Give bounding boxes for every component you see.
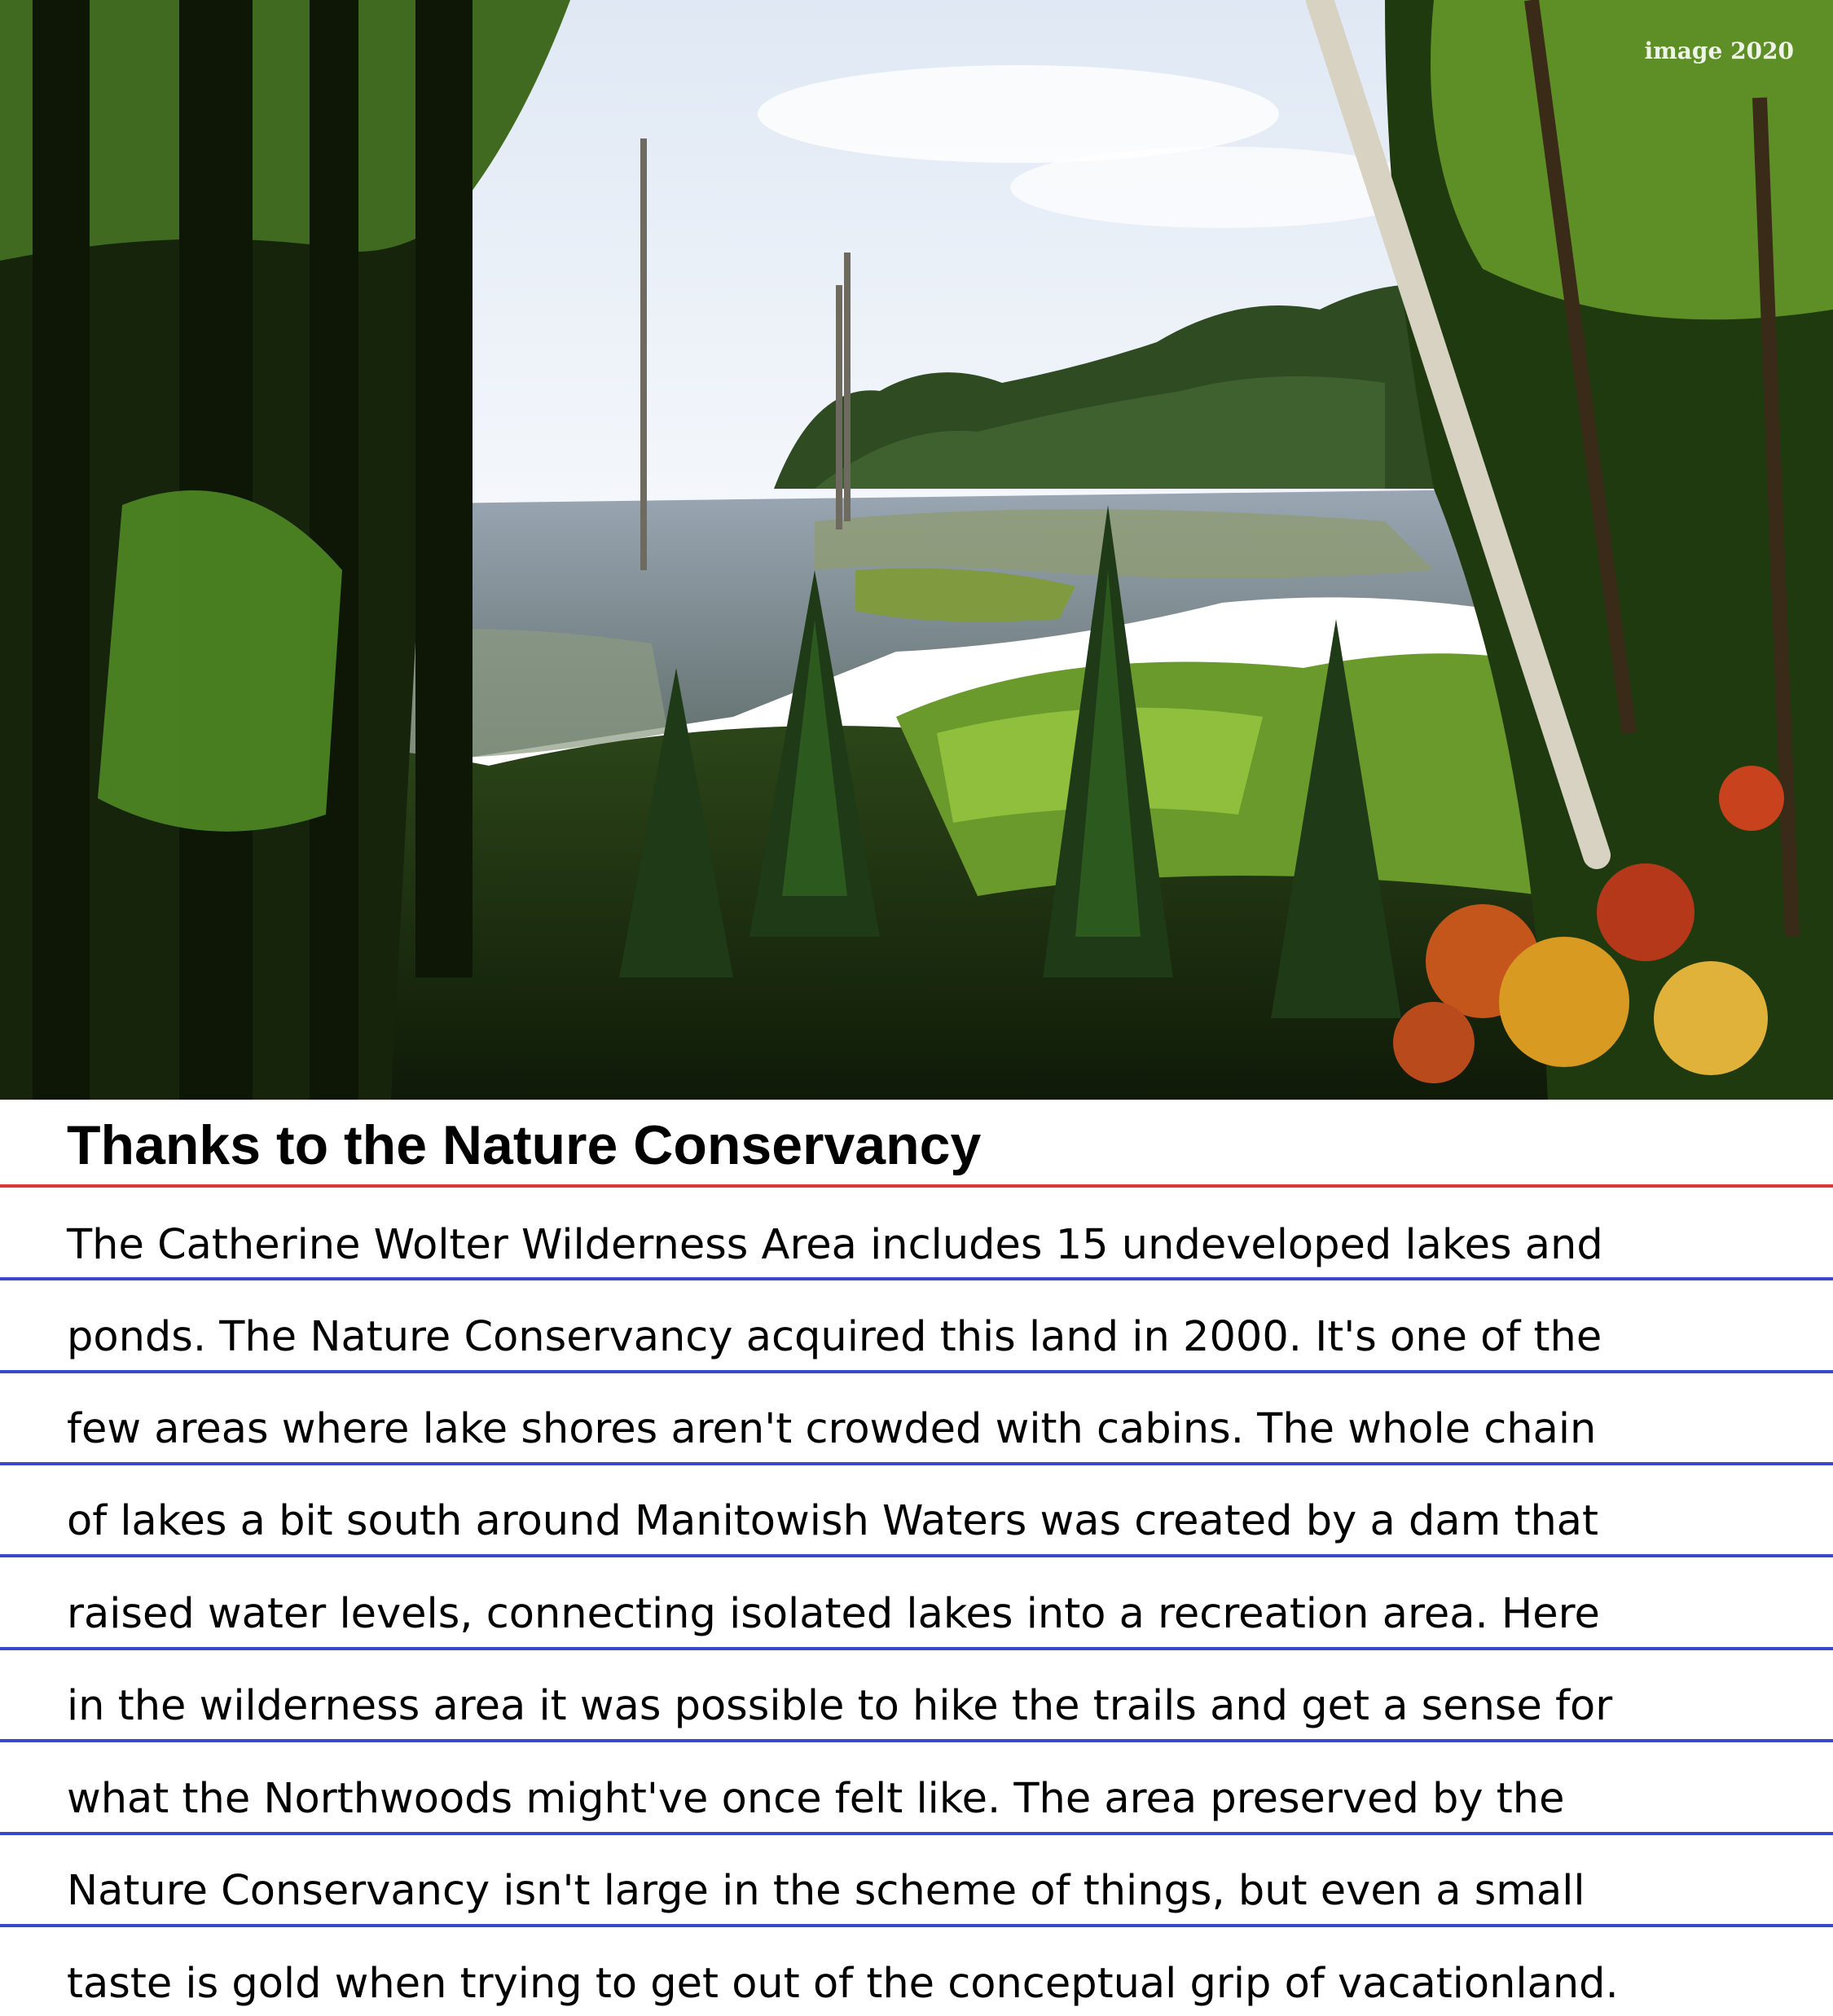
ruled-line bbox=[0, 1924, 1833, 1927]
body-line: ponds. The Nature Conservancy acquired this land in 2000. It's one of the bbox=[67, 1313, 1602, 1361]
article-title: Thanks to the Nature Conservancy bbox=[67, 1114, 982, 1176]
ruled-line bbox=[0, 1462, 1833, 1465]
body-line: in the wilderness area it was possible to hike the trails and get a sense for bbox=[67, 1682, 1613, 1730]
body-line: taste is gold when trying to get out of the conceptual grip of vacationland. bbox=[67, 1960, 1619, 2008]
ruled-line bbox=[0, 1554, 1833, 1557]
body-line: what the Northwoods might've once felt like. The area preserved by the bbox=[67, 1775, 1565, 1823]
ruled-line bbox=[0, 1277, 1833, 1280]
body-line: The Catherine Wolter Wilderness Area includes 15 undeveloped lakes and bbox=[67, 1221, 1603, 1269]
ruled-line bbox=[0, 1647, 1833, 1650]
body-line: few areas where lake shores aren't crowded with cabins. The whole chain bbox=[67, 1405, 1597, 1453]
image-credit: image 2020 bbox=[1644, 37, 1794, 64]
body-line: raised water levels, connecting isolated lakes into a recreation area. Here bbox=[67, 1590, 1600, 1638]
ruled-line bbox=[0, 1370, 1833, 1373]
body-line: Nature Conservancy isn't large in the scheme of things, but even a small bbox=[67, 1867, 1585, 1915]
title-rule-line bbox=[0, 1184, 1833, 1188]
body-line: of lakes a bit south around Manitowish Waters was created by a dam that bbox=[67, 1497, 1599, 1545]
ruled-line bbox=[0, 1832, 1833, 1835]
ruled-line bbox=[0, 1739, 1833, 1742]
